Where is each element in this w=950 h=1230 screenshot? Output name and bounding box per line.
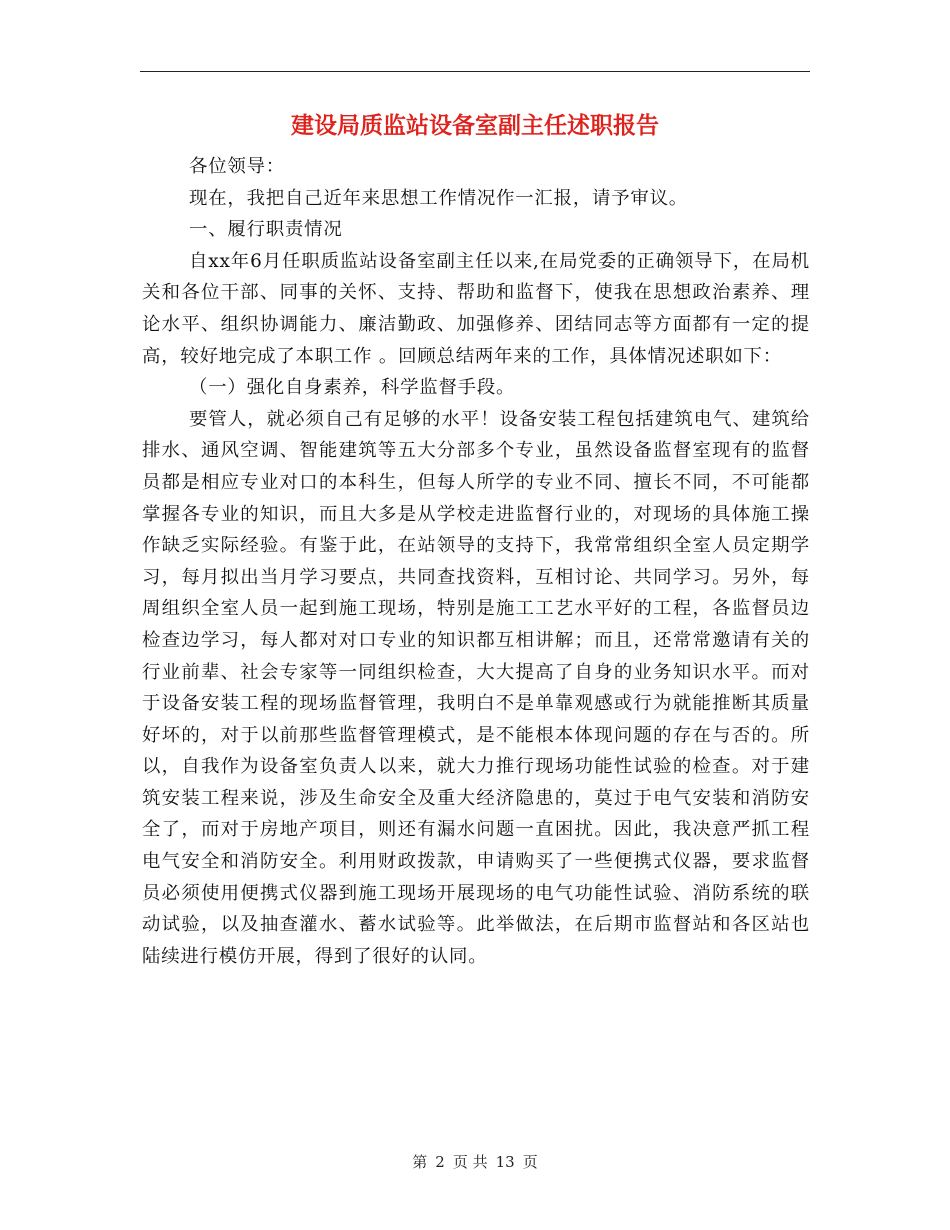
footer-suffix: 页 <box>522 1153 538 1171</box>
subsection-heading: （一）强化自身素养，科学监督手段。 <box>189 377 516 399</box>
current-page-number: 2 <box>435 1153 445 1171</box>
header-rule <box>140 71 810 72</box>
document-body <box>142 151 810 972</box>
salutation: 各位领导： <box>189 156 285 177</box>
document-title: 建设局质监站设备室副主任述职报告 <box>291 112 659 139</box>
footer-middle: 页 共 <box>452 1153 488 1171</box>
body-paragraph: 自xx年6月任职质监站设备室副主任以来,在局党委的正确领导下，在局机关和各位干部、同事的关怀、支持、帮助和监督下，使我在思想政治素养、理论水平、组织协调能力、廉洁勤政、加强修养、团结同志等方面都有一定的提高，较好地完成了本职工作 。回顾总结两年来的工作，具体情况述职如下： <box>142 250 810 367</box>
footer-prefix: 第 <box>412 1153 428 1171</box>
intro-paragraph: 现在，我把自己近年来思想工作情况作一汇报，请予审议。 <box>189 187 688 209</box>
page-footer <box>0 1152 950 1172</box>
total-page-count: 13 <box>495 1153 515 1171</box>
body-paragraph: 要管人，就必须自己有足够的水平！设备安装工程包括建筑电气、建筑给排水、通风空调、智能建筑等五大分部多个专业，虽然设备监督室现有的监督员都是相应专业对口的本科生，但每人所学的专业不同、擅长不同，不可能都掌握各专业的知识，而且大多是从学校走进监督行业的，对现场的具体施工操作缺乏实际经验。有鉴于此，在站领导的支持下，我常常组织全室人员定期学习，每月拟出当月学习要点，共同查找资料，互相讨论、共同学习。另外，每周组织全室人员一起到施工现场，特别是施工工艺水平好的工程，各监督员边检查边学习，每人都对对口专业的知识都互相讲解；而且，还常常邀请有关的行业前辈、社会专家等一同组织检查，大大提高了自身的业务知识水平。而对于设备安装工程的现场监督管理，我明白不是单靠观感或行为就能推断其质量好坏的，对于以前那些监督管理模式，是不能根本体现问题的存在与否的。所以，自我作为设备室负责人以来，就大力推行现场功能性试验的检查。对于建筑安装工程来说，涉及生命安全及重大经济隐患的，莫过于电气安装和消防安全了，而对于房地产项目，则还有漏水问题一直困扰。因此，我决意严抓工程电气安全和消防安全。利用财政拨款，申请购买了一些便携式仪器，要求监督员必须使用便携式仪器到施工现场开展现场的电气功能性试验、消防系统的联动试验，以及抽查灌水、蓄水试验等。此举做法，在后期市监督站和各区站也陆续进行模仿开展，得到了很好的认同。 <box>142 408 810 967</box>
section-heading: 一、履行职责情况 <box>189 219 343 241</box>
